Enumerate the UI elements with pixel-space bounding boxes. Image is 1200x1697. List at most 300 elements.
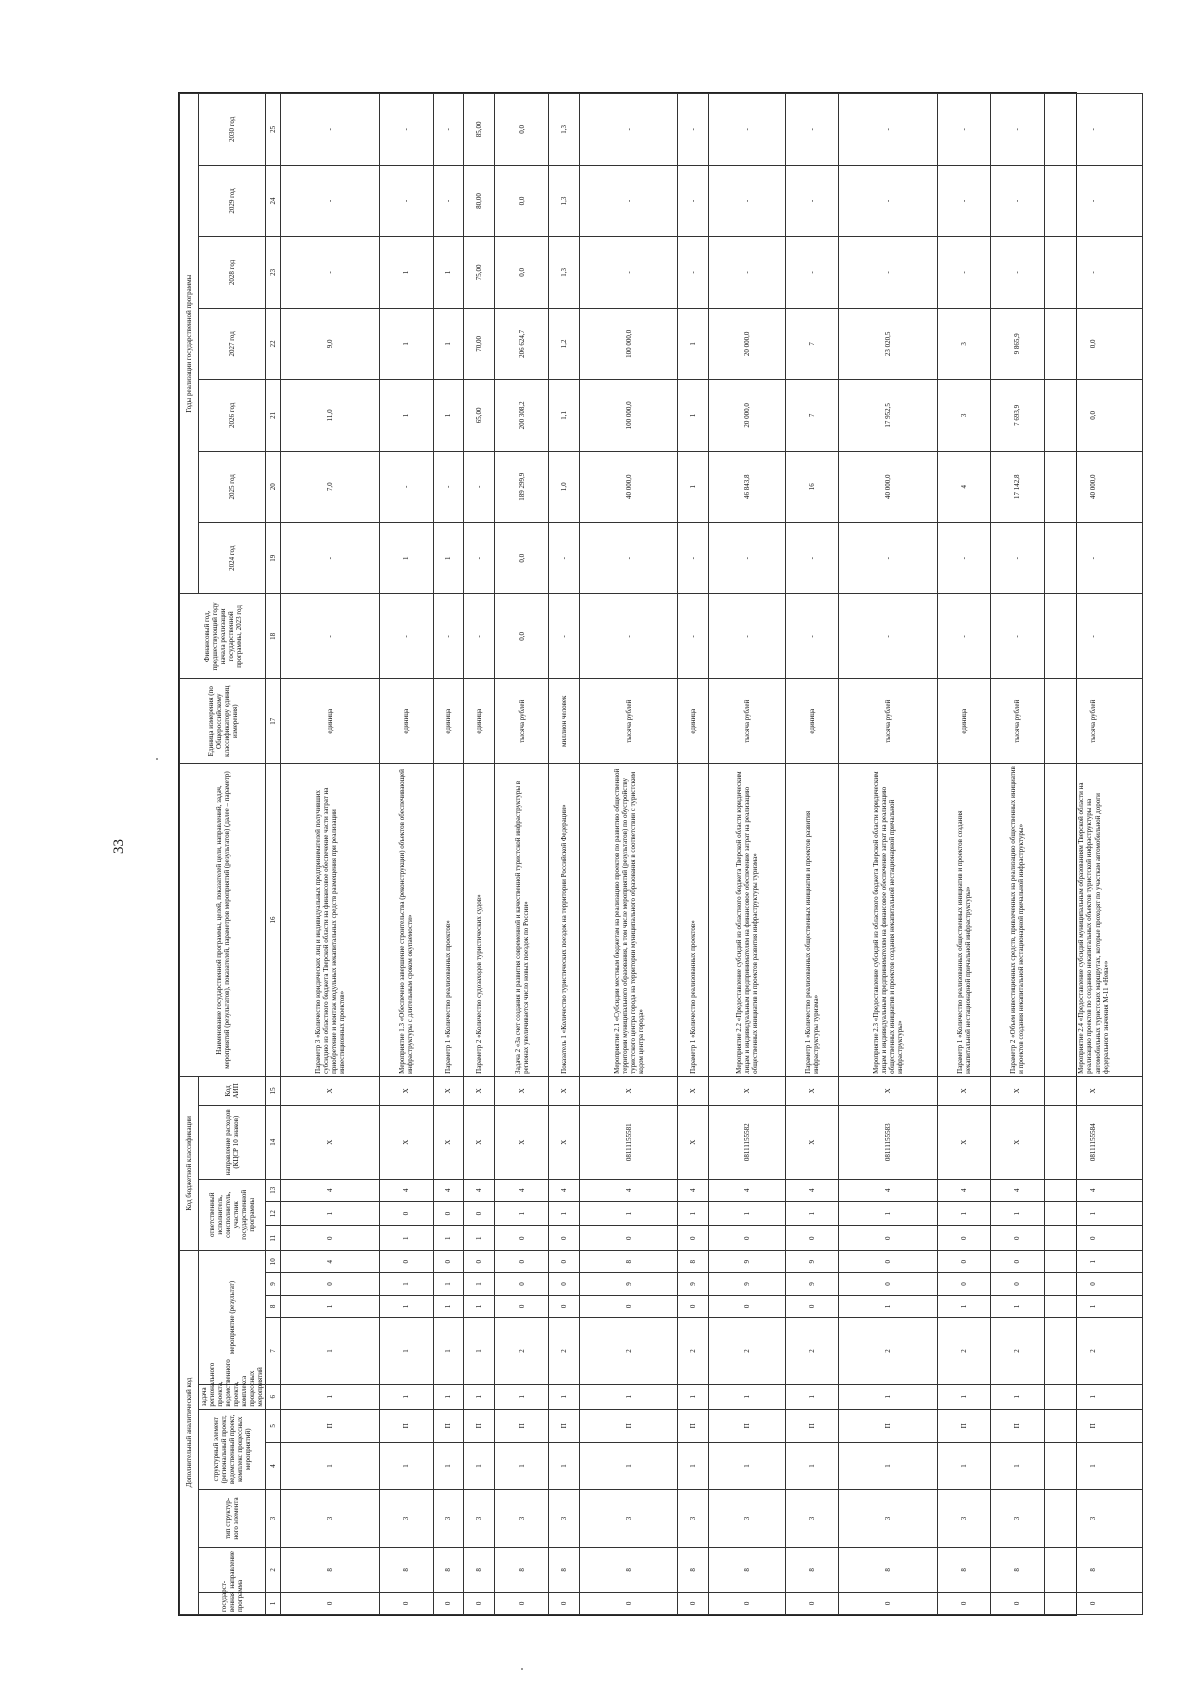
code-cell: 1 <box>1044 1251 1143 1273</box>
code-cell: 1 <box>678 1385 709 1410</box>
code-cell: Х <box>433 1076 464 1105</box>
code-cell: 2 <box>937 1318 991 1385</box>
row-year-value: - <box>839 94 938 166</box>
row-year-value: 3 <box>937 380 991 451</box>
row-year-value: - <box>433 94 464 166</box>
code-cell: 1 <box>464 1385 495 1410</box>
code-cell: 08111155581 <box>579 1105 678 1179</box>
code-cell: 1 <box>379 1273 433 1295</box>
code-cell: 2 <box>579 1318 678 1385</box>
table-row <box>991 94 1045 1615</box>
row-year-value: 1 <box>678 451 709 522</box>
row-year-value: - <box>709 523 785 594</box>
column-number: 14 <box>266 1105 281 1179</box>
row-year-value: 17 952,5 <box>839 380 938 451</box>
code-cell: 8 <box>579 1548 678 1593</box>
row-year-value: - <box>678 94 709 166</box>
code-cell: 9 <box>709 1273 785 1295</box>
code-cell: 0 <box>379 1201 433 1226</box>
row-year-value: - <box>433 451 464 522</box>
row-unit: единица <box>937 679 991 764</box>
code-cell: 08111155583 <box>839 1105 938 1179</box>
code-cell: 8 <box>379 1548 433 1593</box>
code-cell: 0 <box>991 1592 1045 1614</box>
code-cell: 0 <box>495 1273 549 1295</box>
code-cell: 0 <box>548 1295 579 1317</box>
column-number: 22 <box>266 308 281 379</box>
row-year-value: 4 <box>937 451 991 522</box>
code-cell: 0 <box>785 1592 839 1614</box>
header-year-2030: 2030 год <box>199 94 266 166</box>
header-year-2026: 2026 год <box>199 380 266 451</box>
row-year-value: 0,0 <box>495 237 549 308</box>
code-cell: П <box>433 1409 464 1442</box>
code-cell: 4 <box>785 1179 839 1201</box>
row-year-value: 0,0 <box>495 94 549 166</box>
code-cell: Х <box>839 1076 938 1105</box>
code-cell: 1 <box>464 1226 495 1251</box>
row-name: Мероприятие 1.3 «Обеспечено завершение строительства (реконструкции) объектов обеспечивающей инфраструктуры с длительным сроком окупаемости» <box>379 764 433 1077</box>
code-cell: 0 <box>709 1592 785 1614</box>
row-unit: единица <box>281 679 380 764</box>
code-cell: П <box>495 1409 549 1442</box>
row-year-value: 1,3 <box>548 94 579 166</box>
column-number: 8 <box>266 1295 281 1317</box>
row-name: Мероприятие 2.1 «Субсидии местным бюджетам на реализацию проектов по развитию общественной территории муниципального образования, в том числе мероприятий (результатов) по обустройству туристского центра города на территории муниципального образования в соответствии с туристским кодом центра города» <box>579 764 678 1077</box>
code-cell: 2 <box>1044 1318 1143 1385</box>
code-cell: 2 <box>709 1318 785 1385</box>
row-year-value: - <box>548 523 579 594</box>
row-year-value: - <box>464 523 495 594</box>
header-measure: мероприятие (результат) <box>199 1251 266 1385</box>
column-number: 11 <box>266 1226 281 1251</box>
code-cell: 4 <box>839 1179 938 1201</box>
row-unit: единица <box>678 679 709 764</box>
code-cell: 1 <box>281 1318 380 1385</box>
code-cell: 2 <box>495 1318 549 1385</box>
code-cell: 1 <box>379 1443 433 1490</box>
code-cell: 0 <box>464 1592 495 1614</box>
column-number: 4 <box>266 1443 281 1490</box>
row-fin-year-value: - <box>991 594 1045 679</box>
code-cell: 1 <box>709 1443 785 1490</box>
code-cell: 9 <box>785 1273 839 1295</box>
code-cell: 1 <box>937 1295 991 1317</box>
row-name: Мероприятие 2.2 «Предоставление субсидий из областного бюджета Тверской области юридическим лицам и индивидуальным предпринимателям на финансовое обеспечение затрат на реализацию общественных инициатив и проектов развития инфраструктуры туризма» <box>709 764 785 1077</box>
code-cell: 8 <box>709 1548 785 1593</box>
row-name: Параметр 1 «Количество реализованных проектов» <box>433 764 464 1077</box>
code-cell: 1 <box>785 1201 839 1226</box>
row-year-value: - <box>678 523 709 594</box>
table-row <box>839 94 938 1615</box>
row-year-value: - <box>991 165 1045 236</box>
code-cell: 0 <box>495 1295 549 1317</box>
row-year-value: 3 <box>937 308 991 379</box>
code-cell: 1 <box>839 1385 938 1410</box>
code-cell: 4 <box>709 1179 785 1201</box>
row-fin-year-value: - <box>1044 594 1143 679</box>
code-cell: 3 <box>281 1489 380 1547</box>
row-year-value: 40 000,0 <box>839 451 938 522</box>
row-year-value: - <box>937 165 991 236</box>
code-cell: 3 <box>548 1489 579 1547</box>
table-body <box>281 94 1143 1615</box>
header-dop-code: Дополнительный аналитический код <box>180 1251 199 1615</box>
row-fin-year-value: - <box>678 594 709 679</box>
code-cell: 0 <box>379 1592 433 1614</box>
code-cell: 0 <box>579 1295 678 1317</box>
row-fin-year-value: - <box>548 594 579 679</box>
code-cell: 1 <box>839 1201 938 1226</box>
row-year-value: 85,00 <box>464 94 495 166</box>
row-year-value: 0,0 <box>1044 380 1143 451</box>
code-cell: 4 <box>678 1179 709 1201</box>
code-cell: 1 <box>839 1295 938 1317</box>
code-cell: 4 <box>464 1179 495 1201</box>
column-number: 19 <box>266 523 281 594</box>
code-cell: 3 <box>379 1489 433 1547</box>
code-cell: 0 <box>937 1273 991 1295</box>
code-cell: 0 <box>495 1592 549 1614</box>
page-number: 33 <box>111 839 127 854</box>
header-aip: Код АИП <box>199 1076 266 1105</box>
code-cell: 0 <box>495 1226 549 1251</box>
row-year-value: - <box>1044 165 1143 236</box>
row-year-value: - <box>379 165 433 236</box>
code-cell: П <box>785 1409 839 1442</box>
code-cell: 0 <box>1044 1226 1143 1251</box>
code-cell: 1 <box>548 1385 579 1410</box>
code-cell: 0 <box>839 1251 938 1273</box>
code-cell: 1 <box>785 1385 839 1410</box>
row-year-value: - <box>464 451 495 522</box>
code-cell: 0 <box>991 1226 1045 1251</box>
code-cell: 8 <box>464 1548 495 1593</box>
row-unit: тысяча рублей <box>1044 679 1143 764</box>
column-number-row <box>266 94 281 1615</box>
row-year-value: - <box>709 237 785 308</box>
row-year-value: - <box>937 94 991 166</box>
column-number: 10 <box>266 1251 281 1273</box>
code-cell: 4 <box>281 1251 380 1273</box>
header-kcsr: направление расходов (КЦСР 10 знаков) <box>199 1105 266 1179</box>
table-row <box>678 94 709 1615</box>
code-cell: 0 <box>579 1226 678 1251</box>
code-cell: П <box>579 1409 678 1442</box>
row-year-value: - <box>433 165 464 236</box>
code-cell: 1 <box>281 1443 380 1490</box>
row-year-value: - <box>709 165 785 236</box>
code-cell: Х <box>785 1105 839 1179</box>
header-name: Наименование государственной программы, целей, показателей цели, направлений, задач, мероприятий (результатов), показателей, параметров мероприятий (результатов) (далее – параметр) <box>180 764 266 1077</box>
code-cell: 0 <box>678 1295 709 1317</box>
row-year-value: 7 693,9 <box>991 380 1045 451</box>
code-cell: 1 <box>785 1443 839 1490</box>
code-cell: 08111155582 <box>709 1105 785 1179</box>
code-cell: 0 <box>991 1251 1045 1273</box>
code-cell: 9 <box>579 1273 678 1295</box>
code-cell: 0 <box>548 1226 579 1251</box>
code-cell: Х <box>548 1076 579 1105</box>
code-cell: 0 <box>281 1273 380 1295</box>
row-fin-year-value: - <box>464 594 495 679</box>
column-number: 18 <box>266 594 281 679</box>
code-cell: 3 <box>785 1489 839 1547</box>
row-name: Параметр 2 «Количество судозаходов туристических судов» <box>464 764 495 1077</box>
row-year-value: 16 <box>785 451 839 522</box>
row-unit: тысяча рублей <box>579 679 678 764</box>
row-year-value: - <box>839 237 938 308</box>
row-unit: единица <box>785 679 839 764</box>
row-year-value: 1 <box>379 237 433 308</box>
row-unit: тысяча рублей <box>709 679 785 764</box>
code-cell: 2 <box>548 1318 579 1385</box>
row-year-value: - <box>709 94 785 166</box>
row-fin-year-value: - <box>785 594 839 679</box>
code-cell: 4 <box>937 1179 991 1201</box>
code-cell: 1 <box>709 1201 785 1226</box>
code-cell: 8 <box>678 1548 709 1593</box>
column-number: 23 <box>266 237 281 308</box>
code-cell: 3 <box>678 1489 709 1547</box>
program-table <box>179 93 1143 1615</box>
row-year-value: - <box>1044 94 1143 166</box>
row-year-value: - <box>281 237 380 308</box>
code-cell: Х <box>991 1076 1045 1105</box>
row-name: Мероприятие 2.4 «Предоставление субсидий муниципальным образованиям Тверской области на реализацию проектов по созданию некапитальных объектов туристской инфраструктуры на автомобильных туристских маршрутах, которые проходят по участкам автомобильной дороги федерального значения М-11 «Нева»» <box>1044 764 1143 1077</box>
row-year-value: - <box>991 237 1045 308</box>
header-direction: направление <box>199 1548 266 1593</box>
column-number: 5 <box>266 1409 281 1442</box>
code-cell: 3 <box>937 1489 991 1547</box>
code-cell: 1 <box>678 1443 709 1490</box>
code-cell: 1 <box>991 1443 1045 1490</box>
code-cell: 0 <box>579 1592 678 1614</box>
code-cell: П <box>709 1409 785 1442</box>
header-program: государст-венная программа <box>199 1592 266 1614</box>
header-struct-type: тип структур-ного элемента <box>199 1489 266 1547</box>
row-year-value: 23 020,5 <box>839 308 938 379</box>
code-cell: 1 <box>281 1201 380 1226</box>
code-cell: 08111155584 <box>1044 1105 1143 1179</box>
code-cell: 0 <box>785 1295 839 1317</box>
code-cell: 1 <box>464 1295 495 1317</box>
column-number: 16 <box>266 764 281 1077</box>
row-year-value: 100 000,0 <box>579 380 678 451</box>
code-cell: Х <box>495 1076 549 1105</box>
row-year-value: - <box>678 237 709 308</box>
code-cell: Х <box>937 1105 991 1179</box>
row-year-value: 9,0 <box>281 308 380 379</box>
row-year-value: - <box>579 165 678 236</box>
header-year-2025: 2025 год <box>199 451 266 522</box>
code-cell: 1 <box>579 1385 678 1410</box>
code-cell: Х <box>379 1076 433 1105</box>
row-year-value: 189 299,9 <box>495 451 549 522</box>
code-cell: 0 <box>839 1226 938 1251</box>
column-number: 17 <box>266 679 281 764</box>
row-year-value: 200 308,2 <box>495 380 549 451</box>
code-cell: 1 <box>579 1201 678 1226</box>
code-cell: 8 <box>991 1548 1045 1593</box>
row-year-value: - <box>678 165 709 236</box>
header-year-2029: 2029 год <box>199 165 266 236</box>
code-cell: 1 <box>433 1443 464 1490</box>
table-row <box>1044 94 1143 1615</box>
code-cell: Х <box>1044 1076 1143 1105</box>
code-cell: П <box>937 1409 991 1442</box>
row-year-value: - <box>937 237 991 308</box>
code-cell: 1 <box>433 1273 464 1295</box>
code-cell: 1 <box>1044 1443 1143 1490</box>
header-kbk: Код бюджетной классификации <box>180 1076 199 1250</box>
table-row <box>433 94 464 1615</box>
table-row <box>785 94 839 1615</box>
code-cell: П <box>991 1409 1045 1442</box>
header-struct-element: структурный элемент (региональный проект, ведомственный проект, комплекс процессных мероприятий) <box>199 1409 266 1489</box>
code-cell: 4 <box>433 1179 464 1201</box>
row-year-value: - <box>839 523 938 594</box>
row-year-value: 1 <box>379 308 433 379</box>
column-number: 13 <box>266 1179 281 1201</box>
code-cell: 0 <box>379 1251 433 1273</box>
code-cell: 4 <box>1044 1179 1143 1201</box>
row-year-value: 70,00 <box>464 308 495 379</box>
code-cell: 3 <box>464 1489 495 1547</box>
code-cell: П <box>281 1409 380 1442</box>
code-cell: 0 <box>433 1251 464 1273</box>
code-cell: 0 <box>464 1251 495 1273</box>
code-cell: 0 <box>548 1592 579 1614</box>
code-cell: 1 <box>991 1201 1045 1226</box>
row-unit: тысяча рублей <box>839 679 938 764</box>
code-cell: 1 <box>991 1385 1045 1410</box>
code-cell: 4 <box>379 1179 433 1201</box>
code-cell: 1 <box>1044 1201 1143 1226</box>
code-cell: Х <box>495 1105 549 1179</box>
row-name: Показатель 1 «Количество туристических поездок на территории Российской Федерации» <box>548 764 579 1077</box>
row-year-value: - <box>991 94 1045 166</box>
code-cell: 1 <box>937 1443 991 1490</box>
row-year-value: - <box>785 94 839 166</box>
code-cell: 1 <box>937 1201 991 1226</box>
row-fin-year-value: - <box>937 594 991 679</box>
code-cell: 0 <box>281 1226 380 1251</box>
code-cell: 1 <box>379 1318 433 1385</box>
code-cell: 0 <box>433 1201 464 1226</box>
row-year-value: - <box>379 94 433 166</box>
row-year-value: 1 <box>678 380 709 451</box>
row-year-value: 0,0 <box>1044 308 1143 379</box>
row-fin-year-value: - <box>709 594 785 679</box>
rotated-table-container <box>179 93 1110 1615</box>
table-row <box>464 94 495 1615</box>
code-cell: 2 <box>785 1318 839 1385</box>
code-cell: Х <box>281 1076 380 1105</box>
column-number: 21 <box>266 380 281 451</box>
code-cell: 8 <box>678 1251 709 1273</box>
row-year-value: 46 843,8 <box>709 451 785 522</box>
column-number: 9 <box>266 1273 281 1295</box>
row-year-value: - <box>579 237 678 308</box>
row-unit: тысяча рублей <box>991 679 1045 764</box>
code-cell: 1 <box>548 1201 579 1226</box>
row-year-value: 17 142,8 <box>991 451 1045 522</box>
code-cell: 0 <box>433 1592 464 1614</box>
code-cell: Х <box>937 1076 991 1105</box>
code-cell: 1 <box>464 1318 495 1385</box>
code-cell: 2 <box>678 1318 709 1385</box>
column-number: 3 <box>266 1489 281 1547</box>
program-table-frame <box>178 92 1110 1616</box>
row-year-value: 0,0 <box>495 523 549 594</box>
code-cell: 0 <box>678 1592 709 1614</box>
header-task: задача регионального проекта, ведомственного проекта, комплекса процессных мероприятий <box>199 1385 266 1410</box>
row-year-value: - <box>839 165 938 236</box>
code-cell: 1 <box>433 1318 464 1385</box>
row-name: Параметр 1 «Количество реализованных общественных инициатив и проектов развития инфраструктуры туризма» <box>785 764 839 1077</box>
row-year-value: 75,00 <box>464 237 495 308</box>
row-year-value: 1,2 <box>548 308 579 379</box>
table-row <box>548 94 579 1615</box>
code-cell: Х <box>548 1105 579 1179</box>
code-cell: 0 <box>785 1226 839 1251</box>
row-fin-year-value: - <box>839 594 938 679</box>
row-unit: единица <box>379 679 433 764</box>
code-cell: 0 <box>937 1592 991 1614</box>
code-cell: 0 <box>937 1251 991 1273</box>
code-cell: 1 <box>678 1201 709 1226</box>
row-year-value: 100 000,0 <box>579 308 678 379</box>
header-year-2028: 2028 год <box>199 237 266 308</box>
code-cell: 1 <box>495 1385 549 1410</box>
row-fin-year-value: - <box>433 594 464 679</box>
code-cell: 0 <box>548 1273 579 1295</box>
code-cell: 1 <box>495 1443 549 1490</box>
code-cell: 1 <box>1044 1295 1143 1317</box>
table-row <box>495 94 549 1615</box>
code-cell: 1 <box>495 1201 549 1226</box>
column-number: 12 <box>266 1201 281 1226</box>
column-number: 25 <box>266 94 281 166</box>
code-cell: Х <box>464 1105 495 1179</box>
code-cell: 0 <box>839 1273 938 1295</box>
code-cell: Х <box>579 1076 678 1105</box>
code-cell: 1 <box>839 1443 938 1490</box>
row-year-value: 1 <box>379 380 433 451</box>
row-year-value: 206 624,7 <box>495 308 549 379</box>
code-cell: 1 <box>579 1443 678 1490</box>
table-row <box>709 94 785 1615</box>
row-name: Мероприятие 2.3 «Предоставление субсидий из областного бюджета Тверской области юридическим лицам и индивидуальным предпринимателям на финансовое обеспечение затрат на реализацию общественных инициатив и проектов создания некапитальной нестационарной причальной инфраструктуры» <box>839 764 938 1077</box>
row-year-value: 1 <box>678 308 709 379</box>
code-cell: 3 <box>839 1489 938 1547</box>
code-cell: 0 <box>839 1592 938 1614</box>
column-number: 15 <box>266 1076 281 1105</box>
row-year-value: - <box>579 523 678 594</box>
code-cell: 0 <box>709 1295 785 1317</box>
code-cell: Х <box>709 1076 785 1105</box>
table-row <box>579 94 678 1615</box>
code-cell: 8 <box>937 1548 991 1593</box>
row-year-value: 40 000,0 <box>579 451 678 522</box>
column-number: 20 <box>266 451 281 522</box>
row-year-value: - <box>1044 523 1143 594</box>
code-cell: 9 <box>709 1251 785 1273</box>
row-year-value: 20 000,0 <box>709 308 785 379</box>
row-unit: миллион человек <box>548 679 579 764</box>
code-cell: Х <box>678 1076 709 1105</box>
